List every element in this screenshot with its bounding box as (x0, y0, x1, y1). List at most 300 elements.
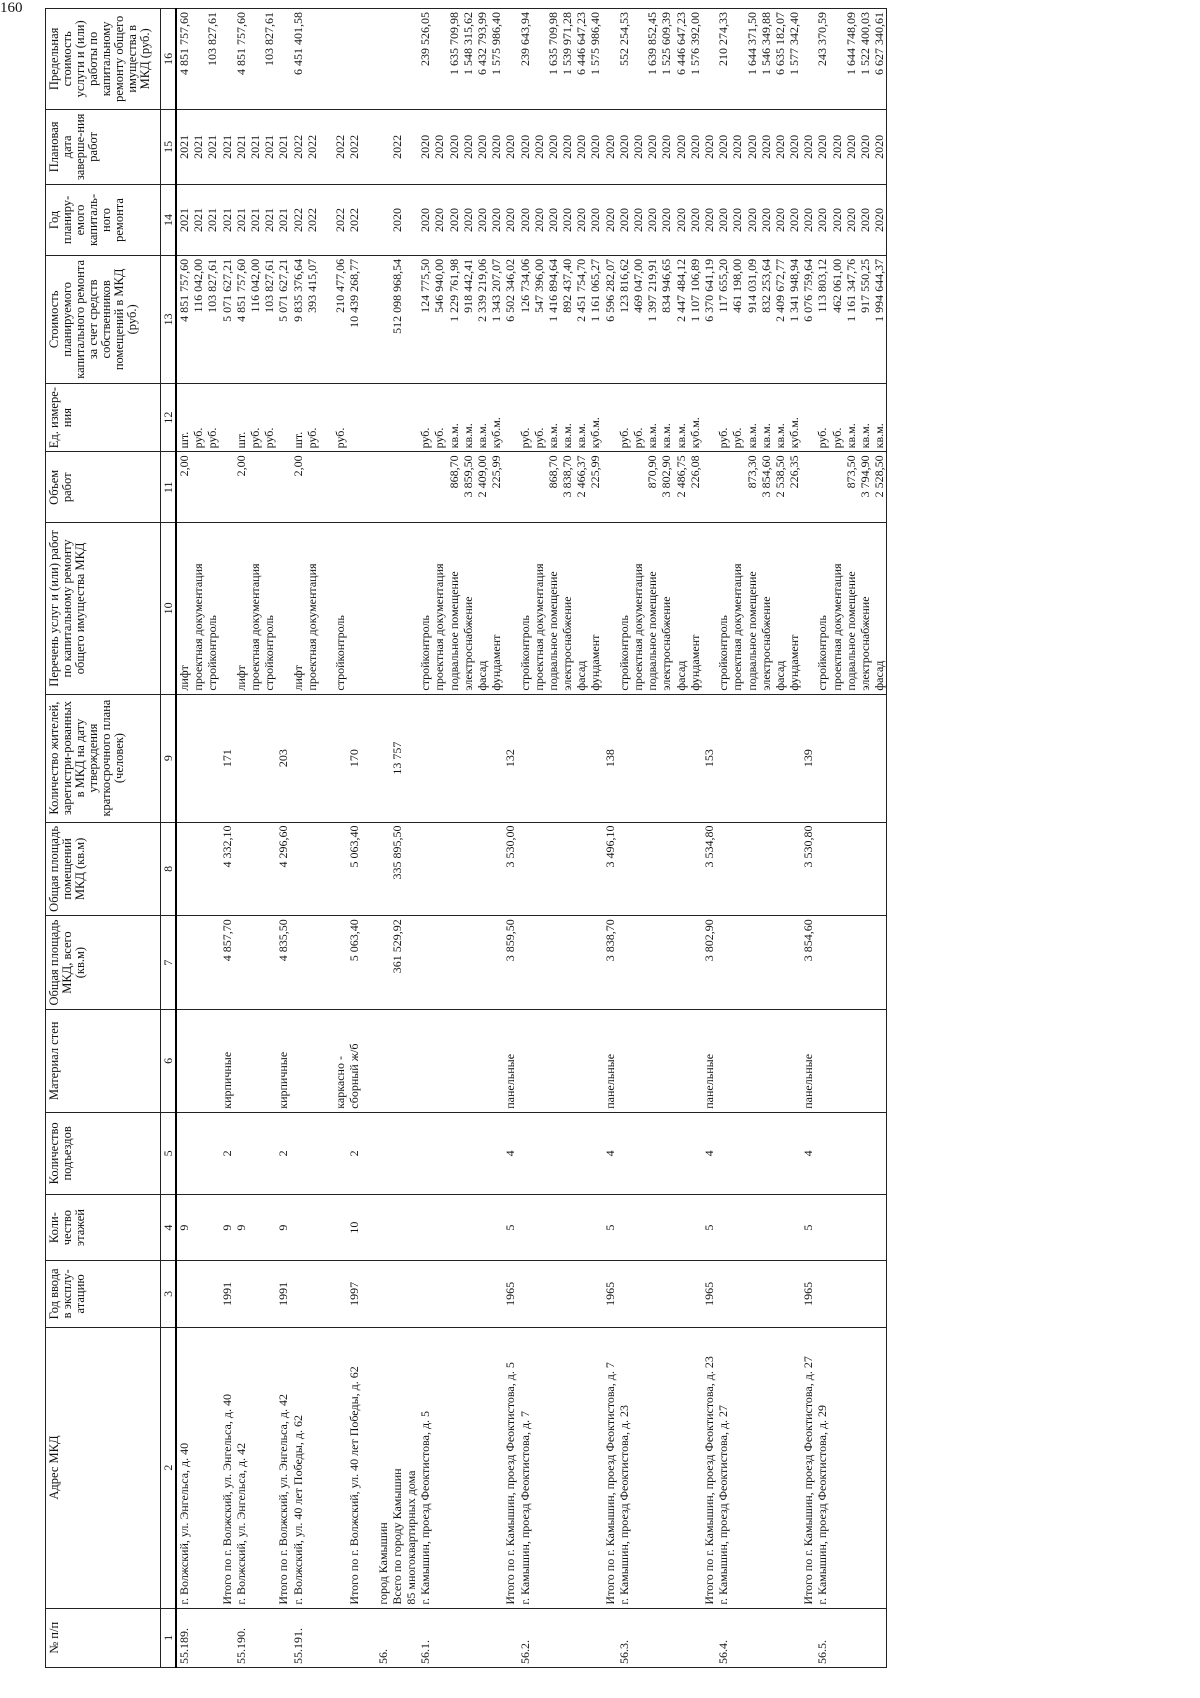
table-cell (730, 695, 744, 822)
table-cell (376, 452, 390, 522)
table-cell: 1 161 065,27 (588, 258, 603, 322)
table-cell: 2020 (659, 134, 674, 159)
table-cell (305, 1609, 319, 1667)
table-cell (319, 823, 333, 916)
table-cell (333, 1261, 347, 1326)
column-cell-7 (176, 916, 887, 1010)
table-cell: 1 575 986,40 (588, 12, 603, 75)
column-cell-9 (176, 694, 887, 822)
table-cell: 2,00 (290, 455, 305, 477)
table-cell (404, 1010, 418, 1112)
table-cell (191, 1261, 205, 1326)
table-cell: Итого по г. Камышин, проезд Феоктистова, д. 5 (503, 1362, 518, 1605)
table-cell (191, 1195, 205, 1260)
table-cell: 6 432 793,99 (474, 12, 489, 75)
table-cell: кв.м. (574, 423, 589, 449)
table-cell: 2020 (772, 134, 787, 159)
table-cell (659, 1195, 673, 1260)
table-cell (404, 695, 418, 822)
table-cell (220, 523, 234, 693)
table-cell (588, 1195, 602, 1260)
table-cell: 2,00 (233, 455, 248, 477)
table-cell (716, 452, 730, 522)
table-cell: 1 635 709,98 (545, 12, 560, 75)
table-cell (177, 916, 191, 1009)
table-cell (191, 823, 205, 916)
table-cell (688, 916, 702, 1009)
table-cell: фундамент (489, 634, 504, 691)
table-cell: 1997 (347, 1281, 362, 1306)
table-cell: руб. (829, 427, 844, 449)
table-cell: 2021 (276, 134, 291, 159)
table-cell: 13 757 (389, 741, 404, 775)
column-number: 11 (161, 452, 177, 523)
table-cell (489, 695, 503, 822)
table-cell: кв.м. (772, 423, 787, 449)
table-cell (674, 916, 688, 1009)
table-cell: 1 522 400,03 (858, 12, 872, 75)
table-cell: 10 (347, 1221, 362, 1234)
table-cell (645, 695, 659, 822)
table-cell (645, 1609, 659, 1667)
table-cell: 2022 (347, 134, 362, 159)
table-cell: 2 (276, 1150, 291, 1157)
table-cell (305, 452, 319, 522)
table-cell (688, 823, 702, 916)
table-cell: 2020 (545, 134, 560, 159)
table-cell: 868,70 (446, 455, 461, 489)
table-cell (858, 823, 872, 916)
table-cell: 2020 (730, 207, 745, 232)
table-cell (858, 916, 872, 1009)
table-cell (191, 695, 205, 822)
table-cell (787, 1261, 801, 1326)
table-cell: 335 895,50 (389, 825, 404, 880)
table-cell (546, 916, 560, 1009)
table-cell (631, 1010, 645, 1112)
table-cell (191, 1328, 205, 1608)
table-cell (560, 1261, 574, 1326)
table-cell (844, 1010, 858, 1112)
table-cell: 3 838,70 (560, 455, 575, 498)
table-cell (361, 185, 375, 255)
table-cell (447, 823, 461, 916)
table-cell: 2 409,00 (474, 455, 489, 498)
table-cell (248, 823, 262, 916)
table-cell: 2 447 484,12 (673, 258, 688, 322)
table-cell: стройконтроль (815, 615, 830, 691)
table-cell (475, 1328, 489, 1608)
table-cell (404, 256, 418, 383)
table-cell (461, 1010, 475, 1112)
table-cell: 5 071 627,21 (219, 258, 234, 322)
table-cell: 2020 (545, 207, 560, 232)
table-cell (631, 1328, 645, 1608)
table-cell: 2020 (744, 207, 759, 232)
table-cell (376, 1010, 390, 1112)
table-cell (617, 916, 631, 1009)
column-number: 10 (161, 523, 177, 694)
table-cell: панельные (602, 1053, 617, 1109)
table-cell (574, 1010, 588, 1112)
table-cell (773, 1010, 787, 1112)
table-cell: кв.м. (758, 423, 773, 449)
table-cell (674, 1261, 688, 1326)
table-cell (617, 1195, 631, 1260)
table-cell (461, 1328, 475, 1608)
table-cell (716, 1195, 730, 1260)
table-cell: 3 802,90 (701, 919, 716, 962)
table-cell (532, 823, 546, 916)
table-cell (177, 1010, 191, 1112)
table-cell (248, 1113, 262, 1194)
table-cell: 239 643,94 (517, 12, 532, 66)
table-cell: 2020 (418, 134, 433, 159)
table-cell: 2022 (304, 207, 319, 232)
table-cell (560, 1010, 574, 1112)
table-cell (418, 916, 432, 1009)
table-cell: 1 341 948,94 (787, 258, 802, 322)
table-cell: 1965 (602, 1281, 617, 1306)
table-cell (205, 1010, 219, 1112)
table-cell: 361 529,92 (389, 919, 404, 974)
table-cell (461, 1609, 475, 1667)
table-cell (361, 1195, 375, 1260)
table-cell (291, 823, 305, 916)
table-cell (815, 823, 829, 916)
table-cell (361, 695, 375, 822)
table-cell: кв.м. (744, 423, 759, 449)
table-cell (262, 695, 276, 822)
table-cell (404, 110, 418, 184)
table-cell (376, 256, 390, 383)
table-cell: г. Камышин, проезд Феоктистова, д. 23 (616, 1404, 631, 1605)
table-cell (361, 916, 375, 1009)
table-cell (759, 916, 773, 1009)
table-cell: 2020 (701, 207, 716, 232)
table-cell (361, 452, 375, 522)
table-cell (447, 695, 461, 822)
table-cell (234, 916, 248, 1009)
table-cell (773, 823, 787, 916)
body-row (176, 9, 887, 1668)
table-cell (347, 523, 361, 693)
table-cell (631, 916, 645, 1009)
table-cell: 2020 (687, 207, 702, 232)
table-cell (361, 1609, 375, 1667)
table-cell: 56.5. (815, 1640, 830, 1664)
table-cell: 4 (602, 1150, 617, 1157)
table-cell (276, 384, 290, 452)
column-number: 4 (161, 1195, 177, 1261)
table-cell (489, 1261, 503, 1326)
table-cell (489, 1195, 503, 1260)
table-cell (447, 1010, 461, 1112)
table-cell: 3 530,00 (503, 825, 518, 868)
table-cell: 55.190. (233, 1628, 248, 1664)
table-cell: 225,99 (489, 455, 504, 489)
table-cell (305, 1113, 319, 1194)
table-cell (276, 9, 290, 109)
table-cell: 2020 (588, 134, 603, 159)
table-cell: 2020 (616, 134, 631, 159)
table-cell: Итого по г. Волжский, ул. Энгельса, д. 42 (276, 1394, 291, 1605)
table-cell (447, 916, 461, 1009)
table-cell (844, 1609, 858, 1667)
table-cell (404, 1113, 418, 1194)
table-cell: 2020 (872, 207, 887, 232)
table-cell (787, 1195, 801, 1260)
table-cell (631, 1113, 645, 1194)
table-cell (659, 695, 673, 822)
table-cell: 2 (219, 1150, 234, 1157)
column-cell-13 (176, 255, 887, 383)
table-cell (560, 1609, 574, 1667)
table-cell: 461 198,00 (730, 258, 745, 313)
table-cell: 56.2. (517, 1640, 532, 1664)
table-cell (503, 523, 517, 693)
table-cell: 2022 (333, 134, 348, 159)
table-cell: 55.191. (290, 1628, 305, 1664)
column-header: Общая площадь помещений МКД (кв.м) (46, 822, 161, 916)
table-cell (234, 1010, 248, 1112)
table-cell (418, 1195, 432, 1260)
table-cell (730, 1261, 744, 1326)
table-cell (262, 1609, 276, 1667)
column-header: Год планиру-емого капиталь-ного ремонта (46, 185, 161, 256)
table-cell: 1 994 644,37 (872, 258, 887, 322)
table-cell (830, 1010, 844, 1112)
table-cell (532, 1195, 546, 1260)
table-cell: Итого по г. Волжский, ул. Энгельса, д. 40 (219, 1394, 234, 1605)
table-cell: 2020 (872, 134, 887, 159)
table-cell: 3 794,90 (858, 455, 872, 498)
table-cell: 2020 (701, 134, 716, 159)
table-cell (574, 916, 588, 1009)
table-cell (220, 1609, 234, 1667)
table-cell (376, 695, 390, 822)
table-cell: панельные (801, 1053, 816, 1109)
table-cell: кв.м. (673, 423, 688, 449)
table-cell: руб. (191, 427, 206, 449)
table-cell (745, 916, 759, 1009)
table-cell: 2020 (474, 207, 489, 232)
table-cell (291, 695, 305, 822)
table-cell (205, 695, 219, 822)
table-cell: 55.189. (177, 1628, 191, 1664)
table-cell (588, 695, 602, 822)
table-cell (447, 1609, 461, 1667)
table-cell: 2021 (247, 207, 262, 232)
table-cell (730, 823, 744, 916)
table-cell (830, 695, 844, 822)
table-cell (390, 1010, 404, 1112)
table-cell: 2020 (673, 207, 688, 232)
table-cell (745, 1113, 759, 1194)
table-cell (702, 1609, 716, 1667)
table-cell: 1 639 852,45 (645, 12, 660, 75)
table-cell (205, 1609, 219, 1667)
table-cell (503, 384, 517, 452)
table-cell: г. Камышин, проезд Феоктистова, д. 29 (815, 1404, 830, 1605)
table-cell (518, 916, 532, 1009)
table-cell: 1991 (219, 1281, 234, 1306)
table-cell (376, 1113, 390, 1194)
table-cell (191, 1609, 205, 1667)
table-cell (574, 1328, 588, 1608)
table-cell: 210 477,06 (333, 258, 348, 313)
table-cell: 2020 (460, 134, 475, 159)
table-cell: 2020 (389, 207, 404, 232)
table-cell: 5 (701, 1224, 716, 1231)
column-cell-16 (176, 9, 887, 110)
table-cell: 124 775,50 (418, 258, 433, 313)
table-cell (773, 1195, 787, 1260)
table-cell: кв.м. (843, 423, 858, 449)
table-cell (376, 110, 390, 184)
table-cell: проектная документация (191, 563, 206, 691)
table-cell: 6 446 647,23 (673, 12, 688, 75)
table-cell (730, 1328, 744, 1608)
table-cell: 2020 (446, 134, 461, 159)
table-cell (262, 1195, 276, 1260)
table-cell (205, 916, 219, 1009)
table-cell (305, 1261, 319, 1326)
table-cell (177, 695, 191, 822)
table-cell (560, 1328, 574, 1608)
table-cell: 2021 (247, 134, 262, 159)
table-cell (801, 1609, 815, 1667)
table-cell: 393 415,07 (304, 258, 319, 313)
table-cell: 5 (503, 1224, 518, 1231)
table-cell: 1 397 219,91 (645, 258, 660, 322)
table-cell: 2020 (687, 134, 702, 159)
table-cell (546, 1261, 560, 1326)
table-cell: 2020 (815, 207, 830, 232)
table-cell (489, 916, 503, 1009)
table-cell: 2020 (787, 134, 802, 159)
table-cell: проектная документация (829, 563, 844, 691)
table-cell (546, 1195, 560, 1260)
table-cell: 868,70 (545, 455, 560, 489)
table-cell (773, 1261, 787, 1326)
table-cell (503, 9, 517, 109)
table-cell: г. Камышин, проезд Феоктистова, д. 5 (418, 1410, 433, 1605)
table-cell (461, 1113, 475, 1194)
table-cell: стройконтроль (716, 615, 731, 691)
table-cell: 2021 (205, 207, 220, 232)
table-cell: 2020 (843, 134, 858, 159)
table-cell: 918 442,41 (460, 258, 475, 313)
table-cell (418, 1113, 432, 1194)
table-cell (815, 695, 829, 822)
table-cell (475, 695, 489, 822)
table-cell (333, 695, 347, 822)
table-cell (787, 1113, 801, 1194)
table-cell: 2020 (574, 207, 589, 232)
table-cell (631, 695, 645, 822)
table-cell (532, 1609, 546, 1667)
table-cell: 226,08 (687, 455, 702, 489)
table-cell: 116 042,00 (191, 258, 206, 313)
table-cell (674, 695, 688, 822)
table-cell (759, 1328, 773, 1608)
column-cell-14 (176, 185, 887, 256)
table-cell (830, 1261, 844, 1326)
table-cell: 103 827,61 (205, 258, 220, 313)
table-cell: город Камышин (375, 1522, 390, 1605)
table-cell (872, 1010, 886, 1112)
table-cell (745, 1328, 759, 1608)
table-cell: 870,90 (645, 455, 660, 489)
table-cell: куб.м. (489, 417, 504, 449)
table-cell: 2021 (177, 134, 191, 159)
table-cell: 2021 (205, 134, 220, 159)
table-cell: 2020 (474, 134, 489, 159)
table-cell (305, 1010, 319, 1112)
table-cell (361, 1113, 375, 1194)
table-cell (333, 1195, 347, 1260)
table-cell: 2020 (730, 134, 745, 159)
column-header: Год ввода в эксплу-атацию (46, 1261, 161, 1327)
table-cell: 4 851 757,60 (177, 258, 191, 322)
table-cell (532, 9, 546, 109)
table-cell: стройконтроль (333, 615, 348, 691)
table-cell: 2020 (489, 134, 504, 159)
table-cell: 103 827,61 (262, 258, 277, 313)
table-cell: 2020 (517, 134, 532, 159)
table-cell (787, 916, 801, 1009)
table-cell (305, 9, 319, 109)
table-cell: 2020 (758, 134, 773, 159)
table-cell: 1 577 342,40 (787, 12, 802, 75)
table-cell: 2020 (787, 207, 802, 232)
table-cell: руб. (262, 427, 277, 449)
table-cell (730, 1010, 744, 1112)
table-cell (844, 1113, 858, 1194)
table-cell: 3 534,80 (701, 825, 716, 868)
table-cell: 56.4. (716, 1640, 731, 1664)
table-cell: 243 370,59 (815, 12, 830, 66)
table-cell: 1991 (276, 1281, 291, 1306)
table-cell: стройконтроль (205, 615, 220, 691)
table-cell (815, 916, 829, 1009)
table-cell (518, 823, 532, 916)
page-number: 160 (0, 0, 23, 16)
table-cell (588, 823, 602, 916)
table-cell (305, 1328, 319, 1608)
table-cell (404, 523, 418, 693)
table-cell: 2020 (432, 134, 447, 159)
table-cell (319, 1609, 333, 1667)
table-cell: 5 071 627,21 (276, 258, 291, 322)
table-cell (305, 916, 319, 1009)
table-cell (518, 1195, 532, 1260)
table-cell (518, 695, 532, 822)
table-cell: 225,99 (588, 455, 603, 489)
table-cell (745, 695, 759, 822)
column-header: Перечень услуг и (или) работ по капитальному ремонту общего имущества МКД (46, 523, 161, 694)
table-cell: куб.м. (588, 417, 603, 449)
table-cell: 10 439 268,77 (347, 258, 362, 328)
table-cell (773, 1328, 787, 1608)
table-cell (475, 1261, 489, 1326)
column-number: 16 (161, 9, 177, 110)
table-cell (376, 823, 390, 916)
table-cell: 2020 (631, 207, 645, 232)
table-cell (858, 1113, 872, 1194)
table-cell (489, 1010, 503, 1112)
